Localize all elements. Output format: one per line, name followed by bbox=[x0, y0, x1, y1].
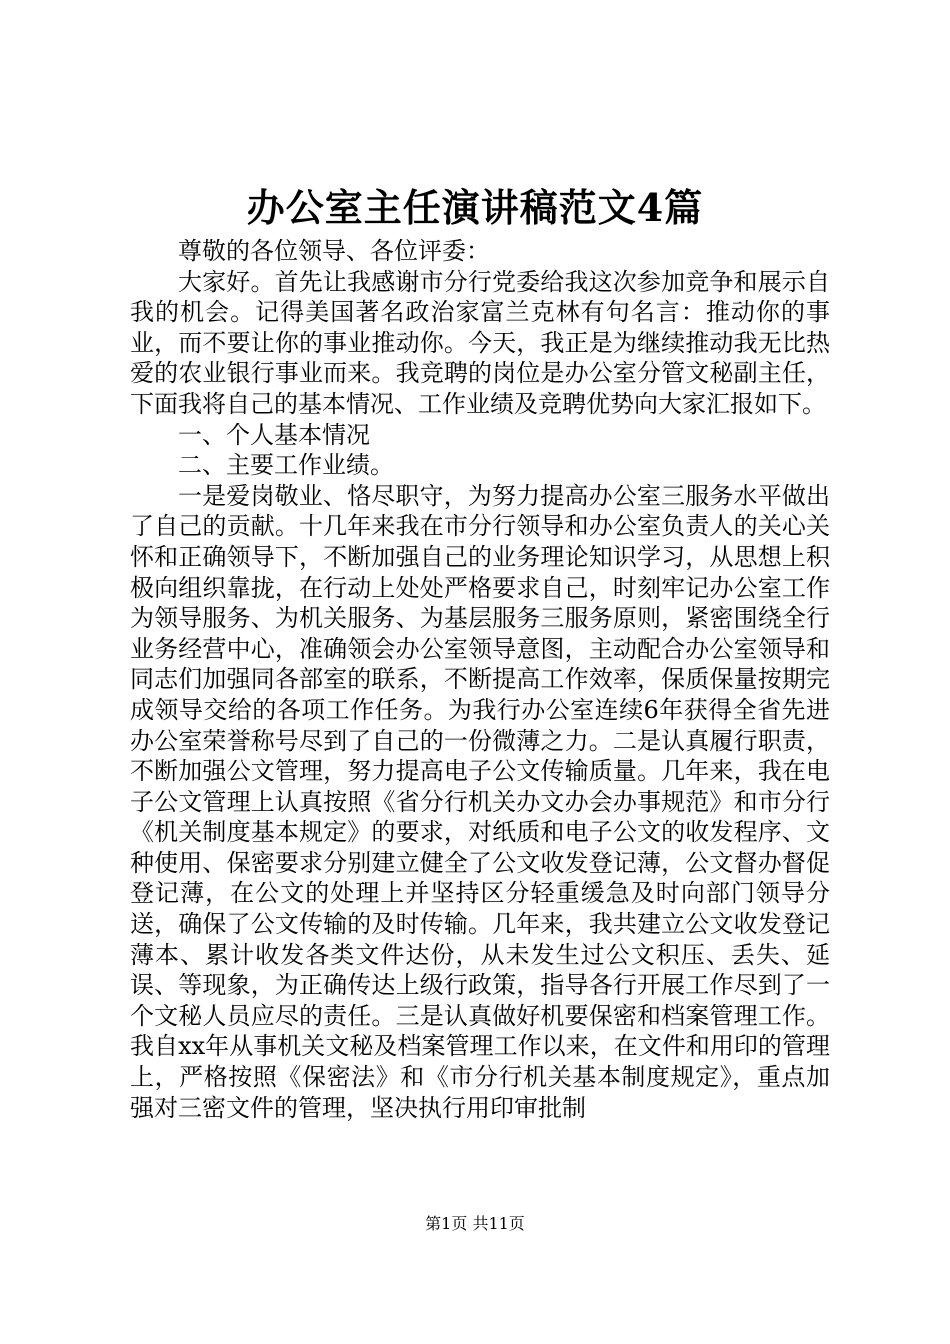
document-body bbox=[130, 236, 830, 1123]
document-title: 办公室主任演讲稿范文4篇 bbox=[246, 185, 704, 230]
salutation-paragraph: 尊敬的各位领导、各位评委： bbox=[178, 237, 490, 265]
page-footer: 第1页 共11页 bbox=[425, 1214, 525, 1233]
achievements-paragraph: 一是爱岗敬业、恪尽职守，为努力提高办公室三服务水平做出了自己的贡献。十几年来我在市分行领导和办公室负责人的关心关怀和正确领导下，不断加强自己的业务理论知识学习，从思想上积极向组织靠拢，在行动上处处严格要求自己，时刻牢记办公室工作为领导服务、为机关服务、为基层服务三服务原则，紧密围绕全行业务经营中心，准确领会办公室领导意图，主动配合办公室领导和同志们加强同各部室的联系，不断提高工作效率，保质保量按期完成领导交给的各项工作任务。为我行办公室连续6年获得全省先进办公室荣誉称号尽到了自己的一份微薄之力。二是认真履行职责，不断加强公文管理，努力提高电子公文传输质量。几年来，我在电子公文管理上认真按照《省分行机关办文办会办事规范》和市分行《机关制度基本规定》的要求，对纸质和电子公文的收发程序、文种使用、保密要求分别建立健全了公文收发登记薄，公文督办督促登记薄，在公文的处理上并坚持区分轻重缓急及时向部门领导分送，确保了公文传输的及时传输。几年来，我共建立公文收发登记薄本、累计收发各类文件达份，从未发生过公文积压、丢失、延误、等现象，为正确传达上级行政策，指导各行开展工作尽到了一个文秘人员应尽的责任。三是认真做好机要保密和档案管理工作。我自xx年从事机关文秘及档案管理工作以来，在文件和用印的管理上，严格按照《保密法》和《市分行机关基本制度规定》，重点加强对三密文件的管理，坚决执行用印审批制 bbox=[130, 481, 830, 1122]
section-heading-achievements: 二、主要工作业绩。 bbox=[178, 451, 394, 480]
intro-paragraph: 大家好。首先让我感谢市分行党委给我这次参加竞争和展示自我的机会。记得美国著名政治家富兰克林有句名言：推动你的事业，而不要让你的事业推动你。今天，我正是为继续推动我无比热爱的农业银行事业而来。我竞聘的岗位是办公室分管文秘副主任，下面我将自己的基本情况、工作业绩及竞聘优势向大家汇报如下。 bbox=[130, 267, 830, 418]
section-heading-basic-info: 一、个人基本情况 bbox=[178, 420, 370, 449]
